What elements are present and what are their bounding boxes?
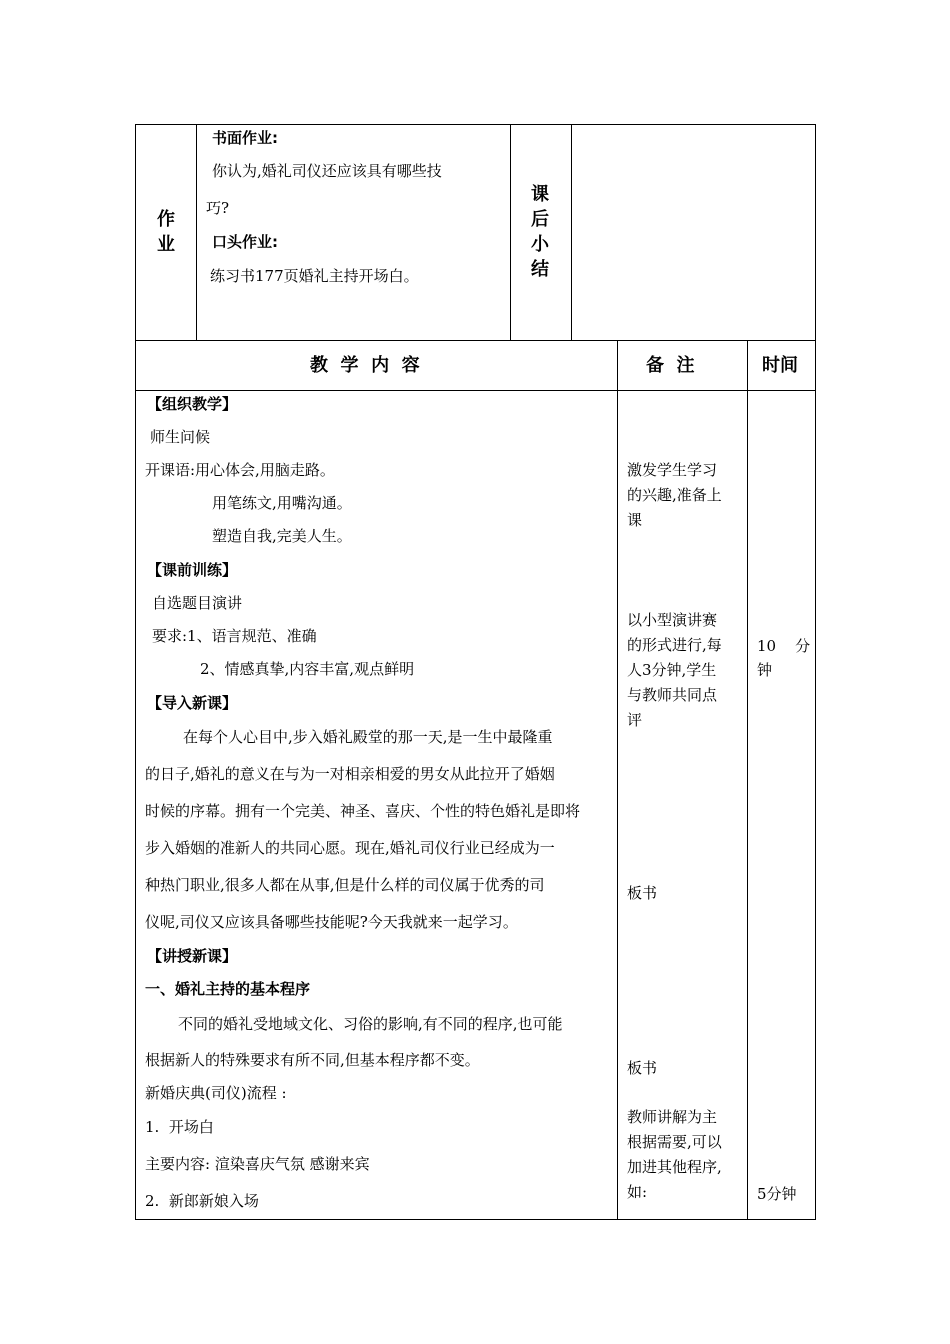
note1-line3: 课	[627, 511, 643, 529]
table-border-bottom	[135, 1219, 816, 1220]
divider-homework-label	[196, 124, 197, 340]
note2-line4: 与教师共同点	[627, 686, 718, 704]
table-border-left	[135, 124, 136, 1220]
new-lesson-title: 【讲授新课】	[147, 947, 238, 965]
section1-title: 一、婚礼主持的基本程序	[145, 980, 311, 998]
intro-line6: 仪呢,司仪又应该具备哪些技能呢?今天我就来一起学习。	[145, 913, 518, 931]
step1: 1. 开场白	[145, 1118, 214, 1136]
header-content: 教 学 内 容	[310, 355, 420, 376]
note5-line1: 教师讲解为主	[627, 1108, 718, 1126]
note1-line2: 的兴趣,准备上	[627, 486, 722, 504]
opening-line3: 塑造自我,完美人生。	[212, 527, 352, 545]
divider-time	[747, 340, 748, 1220]
intro-title: 【导入新课】	[147, 694, 238, 712]
step2: 2. 新郎新娘入场	[145, 1192, 259, 1210]
pre-training-title: 【课前训练】	[147, 561, 238, 579]
step1-main-content: 主要内容: 渲染喜庆气氛 感谢来宾	[145, 1155, 370, 1173]
intro-line1: 在每个人心目中,步入婚礼殿堂的那一天,是一生中最隆重	[183, 728, 553, 746]
pre-training-topic: 自选题目演讲	[152, 594, 243, 612]
table-border-top	[135, 124, 816, 125]
opening-line2: 用笔练文,用嘴沟通。	[212, 494, 352, 512]
requirement2: 2、情感真挚,内容丰富,观点鲜明	[200, 660, 415, 678]
note2-line5: 评	[627, 711, 643, 729]
intro-line2: 的日子,婚礼的意义在与为一对相亲相爱的男女从此拉开了婚姻	[145, 765, 555, 783]
table-border-header	[135, 390, 816, 391]
header-notes: 备 注	[646, 355, 695, 376]
divider-homework-content	[510, 124, 511, 340]
org-title: 【组织教学】	[147, 395, 238, 413]
time1-line1: 10 分	[757, 637, 811, 655]
written-homework-title: 书面作业:	[212, 129, 278, 147]
note3: 板书	[627, 884, 658, 902]
oral-homework-line: 练习书177页婚礼主持开场白。	[210, 267, 419, 285]
section1-line1: 不同的婚礼受地域文化、习俗的影响,有不同的程序,也可能	[178, 1015, 563, 1033]
intro-line5: 种热门职业,很多人都在从事,但是什么样的司仪属于优秀的司	[145, 876, 545, 894]
note5-line3: 加进其他程序,	[627, 1158, 722, 1176]
requirement1: 要求:1、语言规范、准确	[152, 627, 317, 645]
greeting: 师生问候	[150, 428, 211, 446]
time2: 5分钟	[757, 1185, 797, 1203]
intro-line3: 时候的序幕。拥有一个完美、神圣、喜庆、个性的特色婚礼是即将	[145, 802, 581, 820]
header-time: 时间	[762, 355, 798, 376]
note2-line1: 以小型演讲赛	[627, 611, 718, 629]
note2-line3: 人3分钟,学生	[627, 661, 717, 679]
summary-label: 课后小结	[531, 184, 549, 280]
note2-line2: 的形式进行,每	[627, 636, 722, 654]
written-homework-line2: 巧?	[206, 199, 230, 217]
note1-line1: 激发学生学习	[627, 461, 718, 479]
time1-line2: 钟	[757, 661, 773, 679]
note5-line4: 如:	[627, 1183, 648, 1201]
written-homework-line1: 你认为,婚礼司仪还应该具有哪些技	[212, 162, 442, 180]
opening-line1: 开课语:用心体会,用脑走路。	[145, 461, 335, 479]
table-border-mid	[135, 340, 816, 341]
table-border-right	[815, 124, 816, 1220]
section1-line2: 根据新人的特殊要求有所不同,但基本程序都不变。	[145, 1051, 480, 1069]
oral-homework-title: 口头作业:	[212, 233, 278, 251]
flow-title: 新婚庆典(司仪)流程 :	[145, 1084, 287, 1102]
divider-summary-label	[571, 124, 572, 340]
homework-label: 作业	[157, 209, 175, 255]
divider-notes	[617, 340, 618, 1220]
intro-line4: 步入婚姻的准新人的共同心愿。现在,婚礼司仪行业已经成为一	[145, 839, 555, 857]
note4: 板书	[627, 1059, 658, 1077]
note5-line2: 根据需要,可以	[627, 1133, 722, 1151]
